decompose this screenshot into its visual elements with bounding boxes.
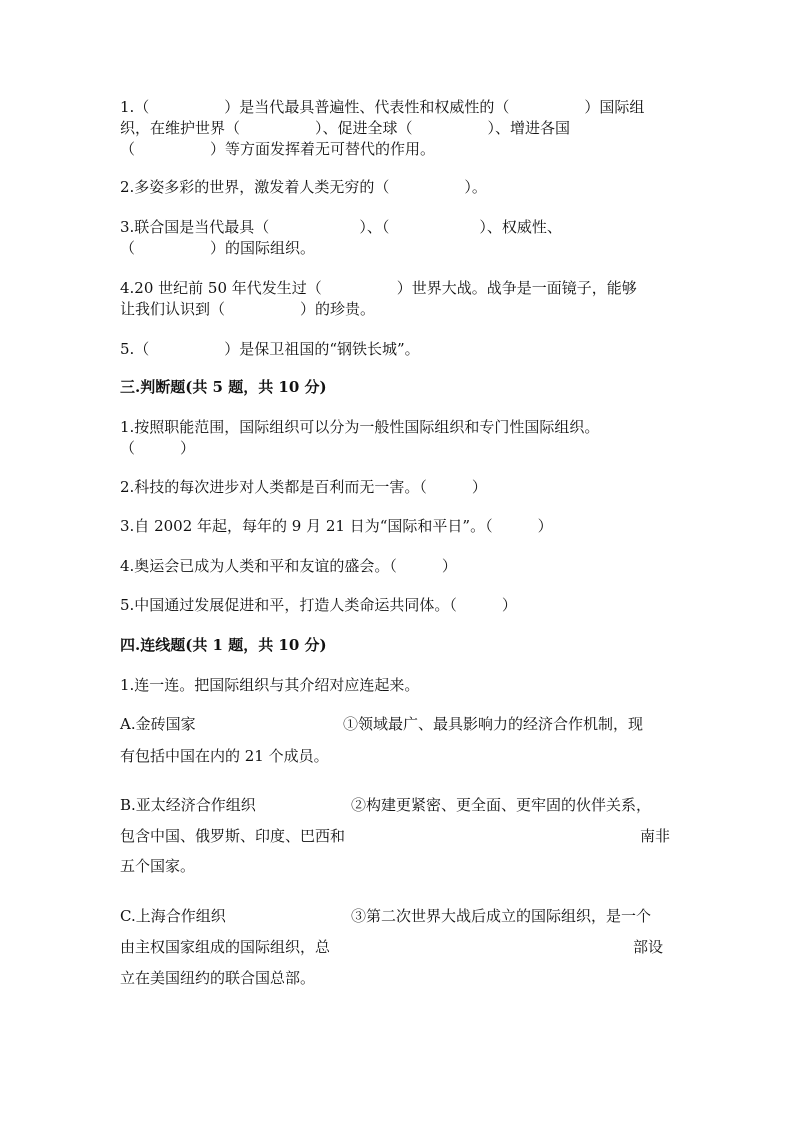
fill-q1-line2: 织，在维护世界（ ）、促进全球（ ）、增进各国	[120, 119, 571, 137]
fill-q5: 5.（ ）是保卫祖国的“钢铁长城”。	[120, 340, 420, 358]
judge-q5: 5.中国通过发展促进和平，打造人类命运共同体。（ ）	[120, 596, 517, 614]
match-right-2-line3: 五个国家。	[120, 857, 196, 875]
match-right-3-line2: 由主权国家组成的国际组织，总	[120, 938, 331, 956]
match-left-c: C.上海合作组织	[120, 907, 226, 925]
fill-q1-line3: （ ）等方面发挥着无可替代的作用。	[120, 140, 436, 158]
match-right-2-line2-end: 南非	[640, 827, 671, 845]
match-right-3-line3: 立在美国纽约的联合国总部。	[120, 969, 316, 987]
fill-q3-line2: （ ）的国际组织。	[120, 239, 316, 257]
fill-q2: 2.多姿多彩的世界，激发着人类无穷的（ ）。	[120, 178, 487, 196]
fill-q1-line1: 1.（ ）是当代最具普遍性、代表性和权威性的（ ）国际组	[120, 98, 645, 116]
judge-q2: 2.科技的每次进步对人类都是百利而无一害。（ ）	[120, 478, 487, 496]
matching-instruction: 1.连一连。把国际组织与其介绍对应连起来。	[120, 676, 420, 694]
match-right-2-line1: ②构建更紧密、更全面、更牢固的伙伴关系，	[351, 796, 652, 814]
match-right-3-line1: ③第二次世界大战后成立的国际组织，是一个	[351, 907, 652, 925]
match-right-1-line1: ①领域最广、最具影响力的经济合作机制，现	[343, 715, 644, 733]
match-right-2-line2: 包含中国、俄罗斯、印度、巴西和	[120, 827, 346, 845]
section3-title: 三.判断题(共 5 题，共 10 分)	[120, 378, 327, 396]
match-left-a: A.金砖国家	[120, 715, 196, 733]
match-right-1-line2: 有包括中国在内的 21 个成员。	[120, 747, 329, 765]
fill-q4-line2: 让我们认识到（ ）的珍贵。	[120, 300, 376, 318]
section4-title: 四.连线题(共 1 题，共 10 分)	[120, 636, 327, 654]
judge-q1-line1: 1.按照职能范围，国际组织可以分为一般性国际组织和专门性国际组织。	[120, 418, 600, 436]
judge-q1-line2: （ ）	[120, 439, 196, 457]
judge-q4: 4.奥运会已成为人类和平和友谊的盛会。（ ）	[120, 557, 457, 575]
fill-q3-line1: 3.联合国是当代最具（ ）、（ ）、权威性、	[120, 218, 562, 236]
fill-q4-line1: 4.20 世纪前 50 年代发生过（ ）世界大战。战争是一面镜子，能够	[120, 279, 637, 297]
match-right-3-line2-end: 部设	[633, 938, 664, 956]
judge-q3: 3.自 2002 年起，每年的 9 月 21 日为“国际和平日”。（ ）	[120, 517, 553, 535]
match-left-b: B.亚太经济合作组织	[120, 796, 256, 814]
